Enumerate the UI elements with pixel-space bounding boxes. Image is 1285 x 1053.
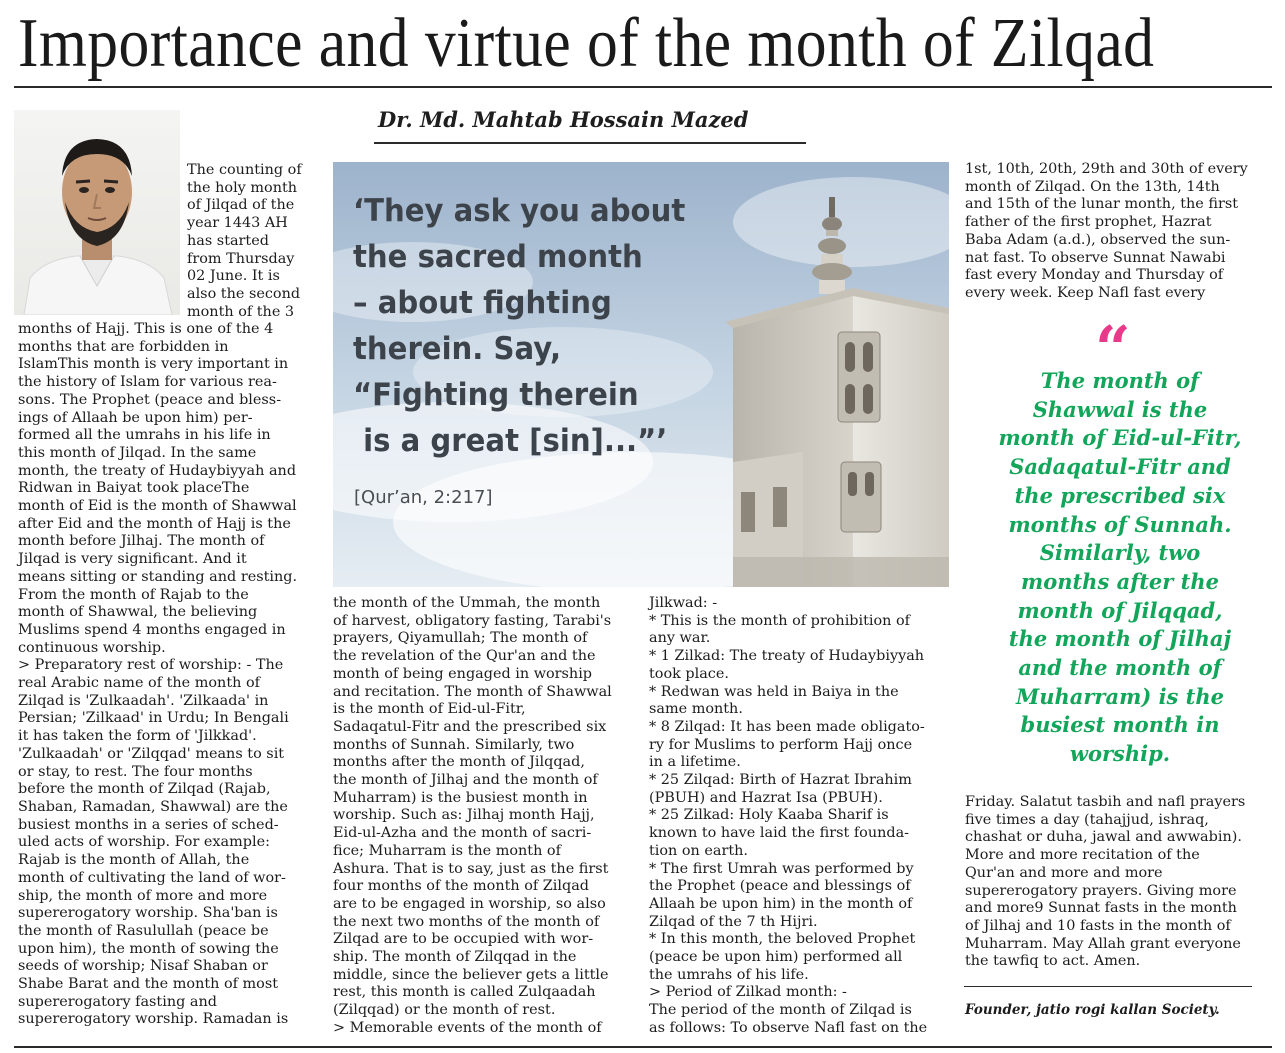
text-line: the holy month xyxy=(187,179,298,196)
text-line: the revelation of the Qur'an and the xyxy=(333,648,596,665)
text-line: year 1443 AH xyxy=(187,215,288,232)
text-line: More and more recitation of the xyxy=(965,847,1200,864)
text-line: * 8 Zilqad: It has been made obligato- xyxy=(649,718,925,735)
text-line: busiest months in a series of sched- xyxy=(18,816,279,833)
quote-line: is a great [sin]...”’ xyxy=(353,423,668,459)
column-1-body xyxy=(18,321,297,1029)
text-line: this month of Jilqad. In the same xyxy=(18,444,257,461)
text-line: the next two months of the month of xyxy=(333,913,600,930)
text-line: fast every Monday and Thursday of xyxy=(965,267,1224,284)
text-line: the umrahs of his life. xyxy=(649,966,809,983)
text-line: every week. Keep Nafl fast every xyxy=(965,284,1206,301)
text-line: tion on earth. xyxy=(649,842,748,859)
text-line: * This is the month of prohibition of xyxy=(649,612,910,629)
text-line: formed all the umrahs in his life in xyxy=(18,427,271,444)
text-line: Qur'an and more and more xyxy=(965,864,1163,881)
text-line: before the month of Zilqad (Rajab, xyxy=(18,781,271,798)
quote-line: the sacred month xyxy=(353,239,643,275)
text-line: month of Eid is the month of Shawwal xyxy=(18,498,297,515)
pull-quote-line: The month of xyxy=(1040,368,1200,393)
text-line: the month of Rasulullah (peace be xyxy=(18,922,269,939)
column-4-top xyxy=(965,161,1248,303)
text-line: 1st, 10th, 20th, 29th and 30th of every xyxy=(965,161,1248,177)
text-line: months after the month of Jilqqad, xyxy=(333,754,585,771)
headline: Importance and virtue of the month of Zilqad xyxy=(18,5,1155,82)
text-line: month of being engaged in worship xyxy=(333,665,593,682)
author-credit: Founder, jatio rogi kallan Society. xyxy=(965,1002,1220,1018)
text-line: 02 June. It is xyxy=(187,268,280,285)
text-line: month before Jilhaj. The month of xyxy=(18,533,265,550)
text-line: > Memorable events of the month of xyxy=(333,1019,602,1036)
quote-reference: [Qur’an, 2:217] xyxy=(354,487,493,508)
text-line: month of Shawwal, the believing xyxy=(18,604,258,621)
text-line: * In this month, the beloved Prophet xyxy=(649,931,916,948)
text-line: known to have laid the first founda- xyxy=(649,825,910,842)
text-line: seeds of worship; Nisaf Shaban or xyxy=(18,958,268,975)
text-line: uled acts of worship. For example: xyxy=(18,834,270,851)
pull-quote xyxy=(985,367,1255,769)
column-4-bottom xyxy=(965,794,1245,971)
text-line: month, the treaty of Hudaybiyyah and xyxy=(18,462,297,479)
text-line: of Jilqad of the xyxy=(187,197,295,214)
pull-quote-line: the prescribed six xyxy=(1014,482,1226,508)
text-line: same month. xyxy=(649,701,743,718)
text-line: and more9 Sunnat fasts in the month xyxy=(965,900,1237,917)
text-line: is the month of Eid-ul-Fitr, xyxy=(333,701,526,718)
text-line: of harvest, obligatory fasting, Tarabi's xyxy=(333,612,612,629)
text-line: means sitting or standing and resting. xyxy=(18,568,298,585)
text-line: the Prophet (peace and blessings of xyxy=(649,878,911,895)
quote-line: ‘They ask you about xyxy=(353,193,686,229)
text-line: month of the 3 xyxy=(187,303,295,320)
quote-line: therein. Say, xyxy=(353,331,562,367)
text-line: Muharram. May Allah grant everyone xyxy=(965,935,1241,952)
text-line: five times a day (tahajjud, ishraq, xyxy=(965,811,1209,828)
author-photo xyxy=(14,110,180,315)
pull-quote-line: worship. xyxy=(1069,741,1171,767)
column-1-intro xyxy=(187,162,302,321)
pull-quote-line: months after the xyxy=(1020,568,1219,594)
top-rule xyxy=(14,86,1272,88)
pull-quote-line: Muharram) is the xyxy=(1015,683,1225,709)
text-line: and 15th of the lunar month, the first xyxy=(965,196,1239,213)
text-line: IslamThis month is very important in xyxy=(18,356,289,373)
text-line: worship. Such as: Jilhaj month Hajj, xyxy=(333,807,595,824)
byline: Dr. Md. Mahtab Hossain Mazed xyxy=(378,107,749,132)
text-line: sons. The Prophet (peace and bless- xyxy=(18,391,282,408)
text-line: 'Zulkaadah' or 'Zilqqad' means to sit xyxy=(18,745,285,762)
text-line: continuous worship. xyxy=(18,639,166,656)
text-line: * 25 Zilqad: Birth of Hazrat Ibrahim xyxy=(649,772,912,789)
text-line: (PBUH) and Hazrat Isa (PBUH). xyxy=(649,789,883,806)
text-line: ry for Muslims to perform Hajj once xyxy=(649,736,913,753)
text-line: rest, this month is called Zulqaadah xyxy=(333,984,596,1001)
text-line: as follows: To observe Nafl fast on the xyxy=(649,1019,928,1036)
text-line: prayers, Qiyamullah; The month of xyxy=(333,630,588,647)
text-line: Persian; 'Zilkaad' in Urdu; In Bengali xyxy=(18,710,289,727)
pull-quote-line: months of Sunnah. xyxy=(1008,511,1232,537)
text-line: supererogatory prayers. Giving more xyxy=(965,882,1237,899)
byline-rule xyxy=(374,142,806,144)
text-line: Sadaqatul-Fitr and the prescribed six xyxy=(333,718,607,735)
text-line: the month of the Ummah, the month xyxy=(333,595,601,611)
text-line: real Arabic name of the month of xyxy=(18,675,260,692)
text-line: also the second xyxy=(187,285,301,302)
pull-quote-line: the month of Jilhaj xyxy=(1008,626,1232,652)
text-line: chashat or duha, jawal and awwabin). xyxy=(965,829,1242,846)
text-line: supererogatory worship. Ramadan is xyxy=(18,1011,289,1028)
text-line: four months of the month of Zilqad xyxy=(333,878,589,895)
text-line: from Thursday xyxy=(187,250,295,267)
pull-quote-line: month of Jilqqad, xyxy=(1017,597,1223,623)
text-line: month of cultivating the land of wor- xyxy=(18,869,286,886)
text-line: * 25 Zilkad: Holy Kaaba Sharif is xyxy=(649,807,889,824)
text-line: middle, since the believer gets a little xyxy=(333,966,609,983)
pull-quote-line: Shawwal is the xyxy=(1032,396,1208,422)
text-line: in a lifetime. xyxy=(649,754,741,771)
text-line: Shaban, Ramadan, Shawwal) are the xyxy=(18,798,288,815)
text-line: of Jilhaj and 10 fasts in the month of xyxy=(965,917,1231,934)
text-line: or stay, to rest. The four months xyxy=(18,763,253,780)
text-line: Rajab is the month of Allah, the xyxy=(18,852,250,869)
quote-mark-icon: “ xyxy=(1095,312,1129,385)
founder-rule xyxy=(964,986,1252,987)
column-2 xyxy=(333,595,612,1038)
text-line: upon him), the month of sowing the xyxy=(18,940,279,957)
pull-quote-line: Sadaqatul-Fitr and xyxy=(1009,454,1231,480)
text-line: father of the first prophet, Hazrat xyxy=(965,214,1212,231)
text-line: the history of Islam for various rea- xyxy=(18,374,277,391)
text-line: month of Zilqad. On the 13th, 14th xyxy=(965,178,1220,195)
text-line: has started xyxy=(187,232,269,249)
text-line: ship, the month of more and more xyxy=(18,887,268,904)
text-line: the tawfiq to act. Amen. xyxy=(965,953,1141,970)
text-line: Friday. Salatut tasbih and nafl prayers xyxy=(965,794,1246,810)
text-line: Ridwan in Baiyat took placeThe xyxy=(18,480,250,497)
text-line: Muharram) is the busiest month in xyxy=(333,789,588,806)
text-line: The period of the month of Zilqad is xyxy=(649,1002,912,1019)
pull-quote-line: and the month of xyxy=(1018,655,1222,681)
quote-line: “Fighting therein xyxy=(353,377,639,413)
text-line: * Redwan was held in Baiya in the xyxy=(649,683,899,700)
pull-quote-line: month of Eid-ul-Fitr, xyxy=(998,425,1242,451)
text-line: Jilqad is very significant. And it xyxy=(18,551,247,568)
text-line: and recitation. The month of Shawwal xyxy=(333,683,612,700)
text-line: (peace be upon him) performed all xyxy=(649,949,903,966)
pull-quote-line: busiest month in xyxy=(1020,712,1220,738)
column-3 xyxy=(649,595,927,1038)
text-line: Zilqad are to be occupied with wor- xyxy=(333,931,594,948)
text-line: * The first Umrah was performed by xyxy=(649,860,914,877)
text-line: (Zilqqad) or the month of rest. xyxy=(333,1002,556,1019)
text-line: supererogatory worship. Sha'ban is xyxy=(18,905,278,922)
text-line: > Preparatory rest of worship: - The xyxy=(18,657,284,674)
text-line: fice; Muharram is the month of xyxy=(333,842,561,859)
text-line: Zilqad is 'Zulkaadah'. 'Zilkaada' in xyxy=(18,692,269,709)
text-line: any war. xyxy=(649,630,711,647)
text-line: the month of Jilhaj and the month of xyxy=(333,772,598,789)
text-line: Zilqad of the 7 th Hijri. xyxy=(649,913,818,930)
text-line: are to be engaged in worship, so also xyxy=(333,895,606,912)
text-line: nat fast. To observe Sunnat Nawabi xyxy=(965,249,1226,266)
scripture-quote xyxy=(353,188,685,464)
text-line: Muslims spend 4 months engaged in xyxy=(18,621,286,638)
text-line: * 1 Zilkad: The treaty of Hudaybiyyah xyxy=(649,648,925,665)
text-line: it has taken the form of 'Jilkkad'. xyxy=(18,728,257,745)
text-line: ings of Allaah be upon him) per- xyxy=(18,409,253,426)
text-line: The counting of xyxy=(187,162,302,178)
bottom-rule xyxy=(14,1046,1272,1048)
text-line: Allaah be upon him) in the month of xyxy=(649,895,913,912)
text-line: > Period of Zilkad month: - xyxy=(649,984,847,1001)
text-line: months of Sunnah. Similarly, two xyxy=(333,736,575,753)
text-line: Eid-ul-Azha and the month of sacri- xyxy=(333,825,592,842)
text-line: took place. xyxy=(649,665,729,682)
text-line: From the month of Rajab to the xyxy=(18,586,249,603)
text-line: after Eid and the month of Hajj is the xyxy=(18,515,291,532)
text-line: Baba Adam (a.d.), observed the sun- xyxy=(965,231,1231,248)
text-line: ship. The month of Zilqqad in the xyxy=(333,949,577,966)
text-line: months of Hajj. This is one of the 4 xyxy=(18,321,274,337)
pull-quote-line: Similarly, two xyxy=(1039,540,1201,566)
text-line: Shabe Barat and the month of most xyxy=(18,976,279,993)
quote-line: – about fighting xyxy=(353,285,612,321)
text-line: Ashura. That is to say, just as the first xyxy=(333,860,609,877)
text-line: months that are forbidden in xyxy=(18,338,229,355)
text-line: Jilkwad: - xyxy=(649,595,718,611)
text-line: supererogatory fasting and xyxy=(18,993,217,1010)
